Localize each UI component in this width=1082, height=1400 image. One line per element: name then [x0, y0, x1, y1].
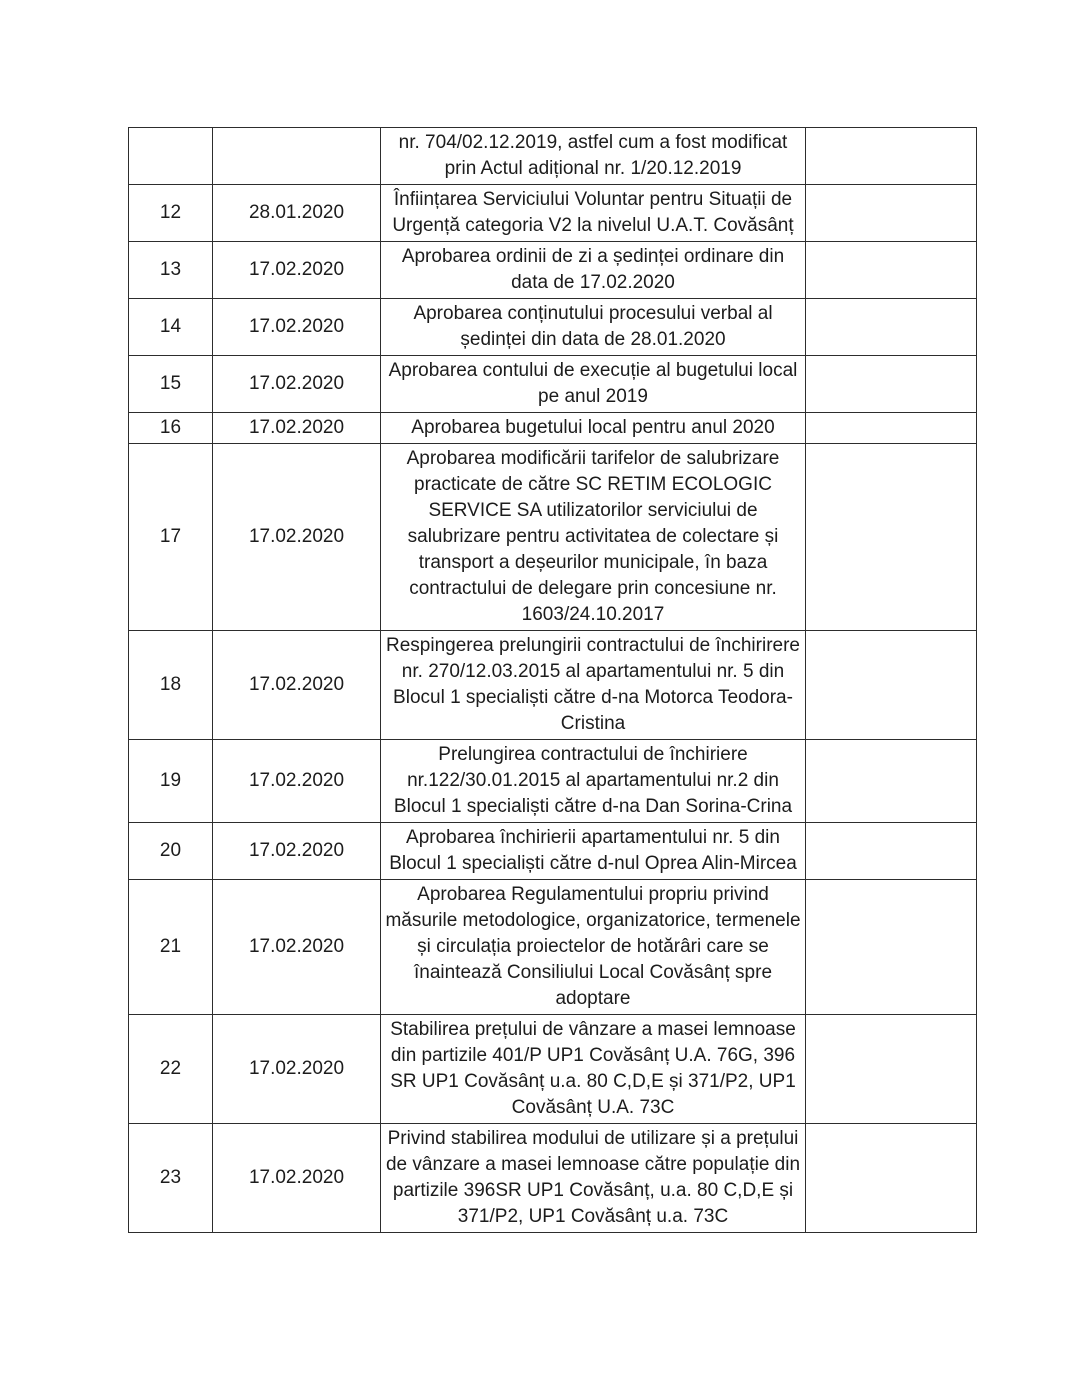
cell-decision-title: Aprobarea modificării tarifelor de salubrizare practicate de către SC RETIM ECOLOGIC SERVICE SA utilizatorilor serviciului de salubrizare pentru activitatea de colectare și transport a deșeurilor municipale, în baza contractului de delegare prin concesiune nr. 1603/24.10.2017 — [381, 444, 806, 631]
cell-observations — [806, 356, 977, 413]
table-row — [129, 1015, 977, 1124]
cell-observations — [806, 242, 977, 299]
cell-decision-date: 17.02.2020 — [213, 356, 381, 413]
cell-decision-title: Aprobarea contului de execuție al bugetului local pe anul 2019 — [381, 356, 806, 413]
cell-decision-date: 17.02.2020 — [213, 242, 381, 299]
cell-observations — [806, 299, 977, 356]
cell-decision-number: 18 — [129, 631, 213, 740]
table-row — [129, 299, 977, 356]
cell-observations — [806, 1124, 977, 1233]
cell-decision-title: Aprobarea Regulamentului propriu privind măsurile metodologice, organizatorice, termenele și circulația proiectelor de hotărâri care se înaintează Consiliului Local Covăsânț spre adoptare — [381, 880, 806, 1015]
cell-decision-title: Aprobarea ordinii de zi a ședinței ordinare din data de 17.02.2020 — [381, 242, 806, 299]
table-row — [129, 740, 977, 823]
cell-observations — [806, 631, 977, 740]
cell-decision-date: 17.02.2020 — [213, 299, 381, 356]
cell-observations — [806, 444, 977, 631]
cell-decision-date: 17.02.2020 — [213, 413, 381, 444]
cell-decision-title: nr. 704/02.12.2019, astfel cum a fost modificat prin Actul adițional nr. 1/20.12.2019 — [381, 128, 806, 185]
table-row — [129, 242, 977, 299]
decisions-register-table — [128, 127, 977, 1233]
cell-decision-number: 13 — [129, 242, 213, 299]
cell-decision-date: 17.02.2020 — [213, 631, 381, 740]
cell-decision-title: Privind stabilirea modului de utilizare și a prețului de vânzare a masei lemnoase către populație din partizile 396SR UP1 Covăsânț, u.a. 80 C,D,E și 371/P2, UP1 Covăsânț u.a. 73C — [381, 1124, 806, 1233]
cell-decision-date — [213, 128, 381, 185]
cell-observations — [806, 740, 977, 823]
cell-decision-date: 28.01.2020 — [213, 185, 381, 242]
cell-decision-number: 15 — [129, 356, 213, 413]
cell-observations — [806, 185, 977, 242]
cell-observations — [806, 823, 977, 880]
cell-decision-date: 17.02.2020 — [213, 740, 381, 823]
cell-decision-number: 17 — [129, 444, 213, 631]
cell-decision-date: 17.02.2020 — [213, 1015, 381, 1124]
table-row — [129, 185, 977, 242]
cell-decision-title: Înființarea Serviciului Voluntar pentru Situații de Urgență categoria V2 la nivelul U.A.T. Covăsânț — [381, 185, 806, 242]
cell-decision-title: Prelungirea contractului de închiriere nr.122/30.01.2015 al apartamentului nr.2 din Blocul 1 specialiști către d-na Dan Sorina-Crina — [381, 740, 806, 823]
cell-decision-number: 22 — [129, 1015, 213, 1124]
table-row — [129, 631, 977, 740]
cell-decision-title: Aprobarea conținutului procesului verbal al ședinței din data de 28.01.2020 — [381, 299, 806, 356]
cell-observations — [806, 880, 977, 1015]
table-row — [129, 880, 977, 1015]
cell-decision-date: 17.02.2020 — [213, 444, 381, 631]
cell-decision-number: 12 — [129, 185, 213, 242]
cell-decision-number: 16 — [129, 413, 213, 444]
cell-observations — [806, 128, 977, 185]
cell-decision-title: Aprobarea închirierii apartamentului nr. 5 din Blocul 1 specialiști către d-nul Oprea Alin-Mircea — [381, 823, 806, 880]
cell-observations — [806, 1015, 977, 1124]
cell-decision-number: 20 — [129, 823, 213, 880]
table-row — [129, 128, 977, 185]
table-row — [129, 823, 977, 880]
cell-decision-number: 21 — [129, 880, 213, 1015]
cell-decision-title: Respingerea prelungirii contractului de închirirere nr. 270/12.03.2015 al apartamentului nr. 5 din Blocul 1 specialiști către d-na Motorca Teodora-Cristina — [381, 631, 806, 740]
cell-decision-date: 17.02.2020 — [213, 823, 381, 880]
cell-decision-date: 17.02.2020 — [213, 880, 381, 1015]
decisions-table-body — [129, 128, 977, 1233]
cell-decision-title: Stabilirea prețului de vânzare a masei lemnoase din partizile 401/P UP1 Covăsânț U.A. 76G, 396 SR UP1 Covăsânț u.a. 80 C,D,E și 371/P2, UP1 Covăsânț U.A. 73C — [381, 1015, 806, 1124]
cell-decision-title: Aprobarea bugetului local pentru anul 2020 — [381, 413, 806, 444]
cell-observations — [806, 413, 977, 444]
table-row — [129, 356, 977, 413]
cell-decision-number: 14 — [129, 299, 213, 356]
table-row — [129, 444, 977, 631]
cell-decision-date: 17.02.2020 — [213, 1124, 381, 1233]
cell-decision-number — [129, 128, 213, 185]
table-row — [129, 1124, 977, 1233]
cell-decision-number: 23 — [129, 1124, 213, 1233]
cell-decision-number: 19 — [129, 740, 213, 823]
table-row — [129, 413, 977, 444]
